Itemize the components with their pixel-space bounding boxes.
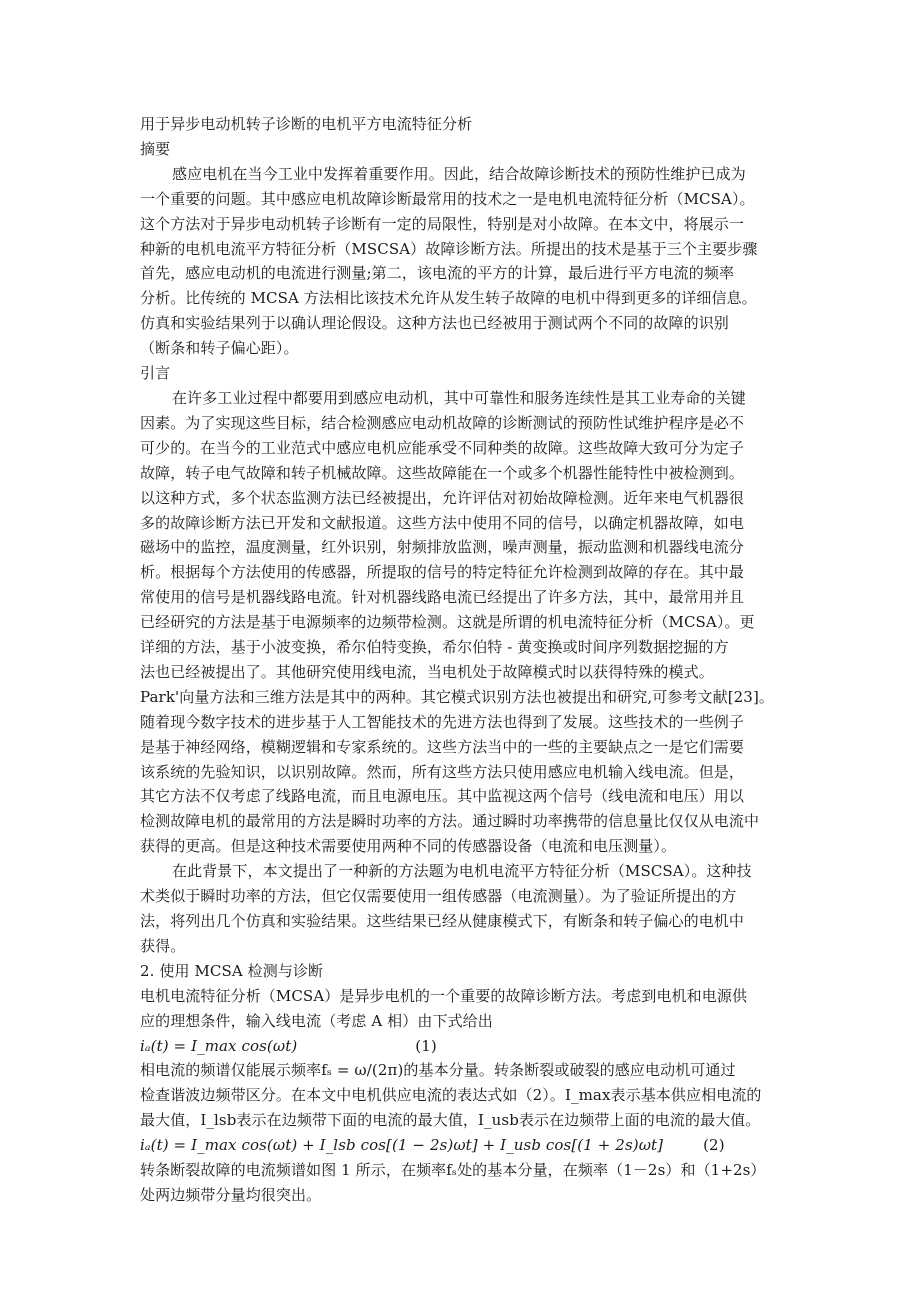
abstract-line: 分析。比传统的 MCSA 方法相比该技术允许从发生转子故障的电机中得到更多的详细信息。 xyxy=(140,289,757,308)
abstract-paragraph xyxy=(140,162,800,361)
equation-2-formula: iₐ(t) = I_max cos(ωt) + I_lsb cos[(1 − 2s)ωt] + I_usb cos[(1 + 2s)ωt] xyxy=(140,1136,664,1155)
intro-line: Park'向量方法和三维方法是其中的两种。其它模式识别方法也被提出和研究,可参考文献[23]。 xyxy=(140,687,775,706)
intro-line: 详细的方法，基于小波变换，希尔伯特变换，希尔伯特 - 黄变换或时间序列数据挖掘的方 xyxy=(140,638,729,657)
abstract-line: 仿真和实验结果列于以确认理论假设。这种方法也已经被用于测试两个不同的故障的识别 xyxy=(140,314,729,333)
intro-line: 已经研究的方法是基于电源频率的边频带检测。这就是所谓的机电流特征分析（MCSA）。更 xyxy=(140,613,755,632)
equation-2-number: (2) xyxy=(703,1136,725,1155)
intro-heading: 引言 xyxy=(140,364,171,383)
section2-line: 检查谐波边频带区分。在本文中电机供应电流的表达式如（2）。I_max表示基本供应相电流的 xyxy=(140,1086,762,1105)
intro-line: 故障，转子电气故障和转子机械故障。这些故障能在一个或多个机器性能特性中被检测到。 xyxy=(140,463,745,482)
intro-line: 多的故障诊断方法已开发和文献报道。这些方法中使用不同的信号，以确定机器故障，如电 xyxy=(140,513,745,532)
intro-line: 以这种方式，多个状态监测方法已经被提出，允许评估对初始故障检测。近年来电气机器很 xyxy=(140,488,745,507)
abstract-line: 这个方法对于异步电动机转子诊断有一定的局限性，特别是对小故障。在本文中，将展示一 xyxy=(140,214,745,233)
intro2-line: 在此背景下，本文提出了一种新的方法题为电机电流平方特征分析（MSCSA）。这种技 xyxy=(172,862,752,881)
intro-line: 是基于神经网络，模糊逻辑和专家系统的。这些方法当中的一些的主要缺点之一是它们需要 xyxy=(140,737,745,756)
intro-line: 法也已经被提出了。其他研究使用线电流，当电机处于故障模式时以获得特殊的模式。 xyxy=(140,662,714,681)
section2-line: 电机电流特征分析（MCSA）是异步电机的一个重要的故障诊断方法。考虑到电机和电源供 xyxy=(140,986,748,1005)
intro-paragraph xyxy=(140,386,800,859)
intro-line: 常使用的信号是机器线路电流。针对机器线路电流已经提出了许多方法，其中，最常用并且 xyxy=(140,588,745,607)
abstract-heading: 摘要 xyxy=(140,139,171,158)
section2-paragraph-2 xyxy=(140,1058,800,1133)
intro-line: 该系统的先验知识，以识别故障。然而，所有这些方法只使用感应电机输入线电流。但是， xyxy=(140,762,745,781)
equation-2 xyxy=(140,1133,800,1158)
equation-1-number: (1) xyxy=(415,1036,437,1055)
section2-line: 相电流的频谱仅能展示频率fₛ = ω/(2π)的基本分量。转条断裂或破裂的感应电动机可通过 xyxy=(140,1061,736,1080)
equation-1 xyxy=(140,1034,800,1059)
intro-line: 因素。为了实现这些目标，结合检测感应电动机故障的诊断测试的预防性试维护程序是必不 xyxy=(140,413,745,432)
intro2-line: 获得。 xyxy=(140,936,186,955)
section2-heading: 2. 使用 MCSA 检测与诊断 xyxy=(140,961,324,980)
section2-paragraph xyxy=(140,984,800,1034)
intro-line: 其它方法不仅考虑了线路电流，而且电源电压。其中监视这两个信号（线电流和电压）用以 xyxy=(140,787,745,806)
intro2-line: 术类似于瞬时功率的方法，但它仅需要使用一组传感器（电流测量）。为了验证所提出的方 xyxy=(140,887,737,906)
abstract-line: 一个重要的问题。其中感应电机故障诊断最常用的技术之一是电机电流特征分析（MCSA）。 xyxy=(140,189,755,208)
intro-paragraph-2 xyxy=(140,859,800,959)
section2-paragraph-3 xyxy=(140,1158,800,1208)
intro-line: 随着现今数字技术的进步基于人工智能技术的先进方法也得到了发展。这些技术的一些例子 xyxy=(140,712,745,731)
abstract-line: 感应电机在当今工业中发挥着重要作用。因此，结合故障诊断技术的预防性维护已成为 xyxy=(172,164,746,183)
section2-line: 应的理想条件，输入线电流（考虑 A 相）由下式给出 xyxy=(140,1011,493,1030)
document-page xyxy=(140,112,800,1208)
intro-line: 可少的。在当今的工业范式中感应电机应能承受不同种类的故障。这些故障大致可分为定子 xyxy=(140,438,745,457)
abstract-line: 种新的电机电流平方特征分析（MSCSA）故障诊断方法。所提出的技术是基于三个主要步骤 xyxy=(140,239,758,258)
document-title: 用于异步电动机转子诊断的电机平方电流特征分析 xyxy=(140,115,473,133)
intro-line: 检测故障电机的最常用的方法是瞬时功率的方法。通过瞬时功率携带的信息量比仅仅从电流中 xyxy=(140,812,760,831)
abstract-line: 首先，感应电动机的电流进行测量;第二，该电流的平方的计算，最后进行平方电流的频率 xyxy=(140,264,735,283)
intro-line: 在许多工业过程中都要用到感应电动机，其中可靠性和服务连续性是其工业寿命的关键 xyxy=(172,388,746,407)
section2-line: 最大值，I_lsb表示在边频带下面的电流的最大值，I_usb表示在边频带上面的电流的最大值。 xyxy=(140,1111,761,1130)
intro-line: 获得的更高。但是这种技术需要使用两种不同的传感器设备（电流和电压测量）。 xyxy=(140,837,677,856)
intro-line: 磁场中的监控，温度测量，红外识别，射频排放监测，噪声测量，振动监测和机器线电流分 xyxy=(140,538,745,557)
section2-line: 转条断裂故障的电流频谱如图 1 所示，在频率fₛ处的基本分量，在频率（1－2s）和（1+2s） xyxy=(140,1161,766,1180)
section2-line: 处两边频带分量均很突出。 xyxy=(140,1185,322,1204)
intro-line: 析。根据每个方法使用的传感器，所提取的信号的特定特征允许检测到故障的存在。其中最 xyxy=(140,563,745,582)
equation-1-formula: iₐ(t) = I_max cos(ωt) xyxy=(140,1036,298,1055)
abstract-line: （断条和转子偏心距）。 xyxy=(140,339,299,358)
intro2-line: 法，将列出几个仿真和实验结果。这些结果已经从健康模式下，有断条和转子偏心的电机中 xyxy=(140,912,745,930)
